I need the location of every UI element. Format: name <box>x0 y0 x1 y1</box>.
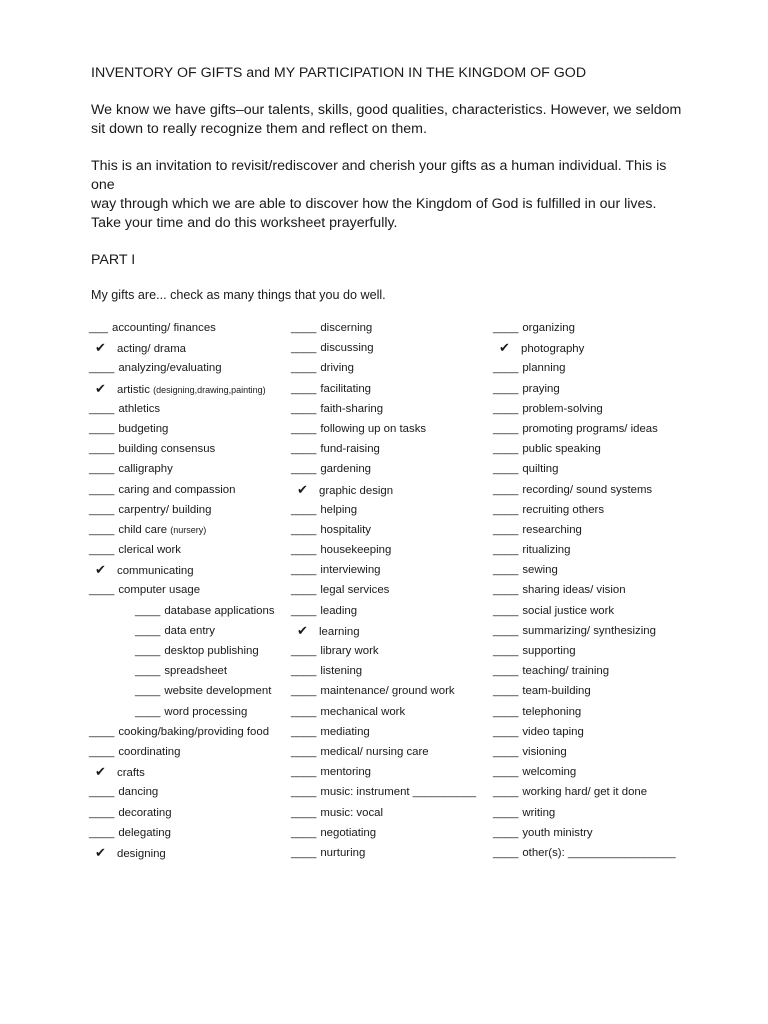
gift-note: (designing,drawing,painting) <box>153 384 266 395</box>
worksheet-title: INVENTORY OF GIFTS and MY PARTICIPATION IN THE KINGDOM OF GOD <box>91 65 587 81</box>
gift-label: dancing <box>118 786 159 799</box>
blank-line: ____ <box>89 826 115 839</box>
gift-label: graphic design <box>319 484 394 497</box>
blank-line: ____ <box>493 766 519 779</box>
blank-line: ____ <box>291 523 317 536</box>
blank-line: ____ <box>291 705 317 718</box>
checklist-item <box>291 601 491 621</box>
checklist-item <box>89 823 289 843</box>
gift-label: analyzing/evaluating <box>118 362 222 375</box>
checkmark-icon: ✔ <box>95 764 106 780</box>
gift-label: delegating <box>118 826 171 839</box>
gift-label: planning <box>522 362 566 375</box>
checklist-item <box>291 399 491 419</box>
checklist-subitem <box>89 702 289 722</box>
gift-label: music: instrument __________ <box>320 786 477 799</box>
checkmark-icon: ✔ <box>95 844 106 860</box>
gift-label: website development <box>164 685 272 698</box>
gift-label: problem-solving <box>522 402 603 415</box>
blank-line: ____ <box>291 544 317 557</box>
gift-label: driving <box>320 362 354 375</box>
checklist-item <box>493 681 713 701</box>
gift-label: hospitality <box>320 523 371 536</box>
blank-line: ____ <box>135 624 161 637</box>
blank-line: ____ <box>493 362 519 375</box>
checklist-item <box>493 459 713 479</box>
gift-label: video taping <box>522 725 584 738</box>
blank-line: ____ <box>291 422 317 435</box>
checklist-item <box>493 742 713 762</box>
intro-line-1: We know we have gifts–our talents, skills, good qualities, characteristics. However, we seldom <box>91 102 682 118</box>
checklist-item <box>493 419 713 439</box>
checkmark-icon: ✔ <box>499 340 510 356</box>
blank-line: ____ <box>493 624 519 637</box>
blank-line: ____ <box>493 523 519 536</box>
gift-label: nurturing <box>320 846 366 859</box>
checklist-subitem <box>89 601 289 621</box>
gift-label: public speaking <box>522 443 601 456</box>
gifts-column-2 <box>291 318 491 863</box>
gift-label: helping <box>320 503 358 516</box>
blank-line: ____ <box>135 705 161 718</box>
gift-label: computer usage <box>118 584 201 597</box>
checklist-item <box>493 782 713 802</box>
intro-line-2: sit down to really recognize them and reflect on them. <box>91 121 427 137</box>
checklist-item <box>291 762 491 782</box>
blank-line: ____ <box>291 725 317 738</box>
checklist-subitem <box>89 621 289 641</box>
gift-label: communicating <box>117 565 194 578</box>
gift-label: fund-raising <box>320 443 380 456</box>
blank-line: ____ <box>493 483 519 496</box>
checkmark-icon: ✔ <box>95 562 106 578</box>
gift-label: child care <box>118 523 168 536</box>
blank-line: ____ <box>89 806 115 819</box>
blank-line: ____ <box>135 645 161 657</box>
gift-label: database applications <box>164 604 275 617</box>
blank-line: ____ <box>291 342 317 355</box>
gift-label: decorating <box>118 806 172 819</box>
checklist-item <box>89 782 289 802</box>
blank-line: ____ <box>89 402 115 415</box>
checklist-item <box>89 480 289 500</box>
invitation-paragraph <box>91 157 691 214</box>
gift-label: summarizing/ synthesizing <box>522 624 656 637</box>
blank-line: ____ <box>291 463 317 476</box>
checklist-item <box>291 803 491 823</box>
checklist-item <box>493 399 713 419</box>
checklist-item <box>89 843 289 863</box>
blank-line: ____ <box>291 806 317 819</box>
invitation-line-2: way through which we are able to discover how the Kingdom of God is fulfilled in our lives. <box>91 196 657 212</box>
checklist-item <box>493 560 713 580</box>
checklist-item <box>291 419 491 439</box>
checklist-item <box>493 540 713 560</box>
checklist-item <box>291 358 491 378</box>
checklist-item <box>493 379 713 399</box>
checklist-item <box>291 661 491 681</box>
checkmark-icon: ✔ <box>95 380 106 396</box>
blank-line: ____ <box>493 786 519 799</box>
blank-line: ____ <box>89 745 115 758</box>
gift-label: learning <box>319 625 360 638</box>
blank-line: ____ <box>291 766 317 779</box>
blank-line: ____ <box>89 503 115 516</box>
gift-label: ritualizing <box>522 544 571 557</box>
checklist-item <box>89 439 289 459</box>
checklist-item <box>493 762 713 782</box>
checklist-item <box>291 480 491 500</box>
checklist-item <box>291 459 491 479</box>
gift-label: other(s): _________________ <box>522 846 676 859</box>
checklist-item <box>89 520 289 540</box>
gift-label: photography <box>521 343 585 356</box>
blank-line: ____ <box>493 382 519 395</box>
blank-line: ____ <box>89 584 115 597</box>
gift-label: spreadsheet <box>164 665 228 678</box>
checklist-item <box>89 500 289 520</box>
gift-label: faith-sharing <box>320 402 384 415</box>
gift-label: accounting/ finances <box>112 322 216 334</box>
checklist-item <box>493 358 713 378</box>
gift-label: caring and compassion <box>118 483 236 496</box>
blank-line: ____ <box>493 503 519 516</box>
gift-label: teaching/ training <box>522 665 610 678</box>
blank-line: ____ <box>89 544 115 557</box>
blank-line: ____ <box>493 402 519 415</box>
gift-label: calligraphy <box>118 463 173 476</box>
gift-label: cooking/baking/providing food <box>118 725 270 738</box>
gift-label: crafts <box>117 767 145 780</box>
blank-line: ____ <box>493 544 519 557</box>
gift-label: organizing <box>522 322 575 334</box>
checklist-item <box>493 580 713 600</box>
blank-line: ____ <box>291 322 317 334</box>
checklist-item <box>291 843 491 863</box>
gift-label: data entry <box>164 624 216 637</box>
gift-label: facilitating <box>320 382 371 395</box>
blank-line: ____ <box>493 443 519 456</box>
checklist-item <box>493 601 713 621</box>
checklist-item <box>291 500 491 520</box>
gift-label: recording/ sound systems <box>522 483 653 496</box>
blank-line: ____ <box>291 564 317 577</box>
blank-line: ____ <box>135 665 161 678</box>
checklist-item <box>493 823 713 843</box>
checklist-item <box>89 459 289 479</box>
checklist-item <box>493 520 713 540</box>
gift-label: welcoming <box>522 766 577 779</box>
blank-line: ____ <box>493 463 519 476</box>
blank-line: ____ <box>493 705 519 718</box>
blank-line: ____ <box>291 503 317 516</box>
checklist-item <box>291 318 491 338</box>
gift-label: desktop publishing <box>164 645 259 657</box>
blank-line: ____ <box>493 846 519 859</box>
blank-line: ____ <box>291 443 317 456</box>
blank-line: ____ <box>89 422 115 435</box>
gift-label: sharing ideas/ vision <box>522 584 626 597</box>
gift-label: designing <box>117 847 166 860</box>
blank-line: ____ <box>291 786 317 799</box>
checklist-item <box>493 661 713 681</box>
checkmark-icon: ✔ <box>95 340 106 356</box>
invitation-line-1: This is an invitation to revisit/rediscover and cherish your gifts as a human individual. This is one <box>91 158 667 193</box>
gift-label: supporting <box>522 645 576 657</box>
gift-label: leading <box>320 604 358 617</box>
checklist-item <box>89 379 289 399</box>
gift-label: following up on tasks <box>320 422 427 435</box>
checklist-item <box>89 580 289 600</box>
gift-label: social justice work <box>522 604 615 617</box>
gift-label: writing <box>522 806 556 819</box>
blank-line: ____ <box>493 422 519 435</box>
blank-line: ____ <box>291 826 317 839</box>
checklist-item <box>89 318 289 338</box>
blank-line: ____ <box>89 523 115 536</box>
gift-label: acting/ drama <box>117 343 187 356</box>
checklist-item <box>89 560 289 580</box>
gift-label: budgeting <box>118 422 169 435</box>
blank-line: ____ <box>291 665 317 678</box>
gift-label: discerning <box>320 322 373 334</box>
blank-line: ____ <box>493 665 519 678</box>
gift-label: building consensus <box>118 443 216 456</box>
checklist-item <box>291 702 491 722</box>
checklist-item <box>291 823 491 843</box>
gift-label: promoting programs/ ideas <box>522 422 658 435</box>
blank-line: ____ <box>493 725 519 738</box>
gifts-column-1 <box>89 318 289 863</box>
gift-label: music: vocal <box>320 806 384 819</box>
checklist-item <box>291 338 491 358</box>
checklist-item <box>89 399 289 419</box>
blank-line: ____ <box>291 685 317 698</box>
checklist-item <box>493 500 713 520</box>
gift-label: researching <box>522 523 582 536</box>
checklist-item <box>291 681 491 701</box>
gift-label: visioning <box>522 745 567 758</box>
checklist-item <box>291 560 491 580</box>
blank-line: ____ <box>493 604 519 617</box>
gift-label: housekeeping <box>320 544 392 557</box>
gift-note: (nursery) <box>170 524 207 535</box>
gift-label: athletics <box>118 402 161 415</box>
blank-line: ____ <box>89 786 115 799</box>
checklist-item <box>493 641 713 661</box>
intro-paragraph <box>91 101 691 139</box>
gift-label: word processing <box>164 705 248 718</box>
blank-line: ____ <box>291 362 317 375</box>
blank-line: ____ <box>493 745 519 758</box>
checklist-item <box>291 379 491 399</box>
blank-line: ____ <box>493 322 519 334</box>
gift-label: quilting <box>522 463 559 476</box>
checklist-item <box>89 742 289 762</box>
blank-line: ____ <box>291 645 317 657</box>
checklist-item <box>291 722 491 742</box>
checklist-item <box>89 358 289 378</box>
guidance-paragraph: Take your time and do this worksheet prayerfully. <box>91 215 398 231</box>
checklist-item <box>493 803 713 823</box>
gift-label: interviewing <box>320 564 381 577</box>
instruction-text: My gifts are... check as many things that you do well. <box>91 288 386 302</box>
gift-label: library work <box>320 645 379 657</box>
checklist-item <box>291 520 491 540</box>
gift-label: carpentry/ building <box>118 503 212 516</box>
blank-line: ____ <box>291 846 317 859</box>
gifts-column-3 <box>493 318 713 863</box>
gift-label: mechanical work <box>320 705 406 718</box>
checklist-item <box>493 338 713 358</box>
blank-line: ____ <box>291 382 317 395</box>
blank-line: ____ <box>291 402 317 415</box>
checklist-item <box>291 439 491 459</box>
checklist-item <box>89 540 289 560</box>
gift-label: praying <box>522 382 560 395</box>
blank-line: ____ <box>89 443 115 456</box>
checklist-subitem <box>89 661 289 681</box>
gift-label: negotiating <box>320 826 377 839</box>
checklist-item <box>493 318 713 338</box>
blank-line: ____ <box>135 685 161 698</box>
gift-label: mentoring <box>320 766 371 779</box>
blank-line: ____ <box>291 584 317 597</box>
blank-line: ____ <box>89 725 115 738</box>
gift-label: sewing <box>522 564 558 577</box>
checklist-subitem <box>89 641 289 661</box>
blank-line: ____ <box>291 745 317 758</box>
checklist-item <box>291 540 491 560</box>
blank-line: ____ <box>493 564 519 577</box>
blank-line: ____ <box>493 645 519 657</box>
gift-label: team-building <box>522 685 591 698</box>
checklist-item <box>493 480 713 500</box>
checklist-item <box>89 762 289 782</box>
gift-label: working hard/ get it done <box>522 786 648 799</box>
checklist-item <box>89 338 289 358</box>
checklist-item <box>493 439 713 459</box>
blank-line: ____ <box>89 362 115 375</box>
checklist-item <box>291 742 491 762</box>
checklist-item <box>291 621 491 641</box>
gift-label: listening <box>320 665 363 678</box>
part-heading: PART I <box>91 252 136 268</box>
gift-label: coordinating <box>118 745 181 758</box>
gift-label: telephoning <box>522 705 582 718</box>
blank-line: ____ <box>89 483 115 496</box>
gift-label: medical/ nursing care <box>320 745 429 758</box>
blank-line: ____ <box>135 604 161 617</box>
checkmark-icon: ✔ <box>297 481 308 497</box>
blank-line: ____ <box>493 806 519 819</box>
blank-line: ___ <box>89 322 109 334</box>
checkmark-icon: ✔ <box>297 622 308 638</box>
checklist-item <box>89 419 289 439</box>
gift-label: maintenance/ ground work <box>320 685 455 698</box>
checklist-subitem <box>89 681 289 701</box>
blank-line: ____ <box>291 604 317 617</box>
blank-line: ____ <box>493 685 519 698</box>
checklist-item <box>493 722 713 742</box>
checklist-item <box>89 722 289 742</box>
checklist-item <box>493 843 713 863</box>
gift-label: recruiting others <box>522 503 605 516</box>
checklist-item <box>89 803 289 823</box>
checklist-item <box>493 621 713 641</box>
gift-label: legal services <box>320 584 390 597</box>
gift-label: youth ministry <box>522 826 593 839</box>
blank-line: ____ <box>493 826 519 839</box>
blank-line: ____ <box>89 463 115 476</box>
checklist-item <box>493 702 713 722</box>
checklist-item <box>291 580 491 600</box>
gift-label: mediating <box>320 725 370 738</box>
gift-label: artistic <box>117 383 150 396</box>
checklist-item <box>291 782 491 802</box>
gift-label: clerical work <box>118 544 182 557</box>
blank-line: ____ <box>493 584 519 597</box>
gift-label: gardening <box>320 463 372 476</box>
checklist-item <box>291 641 491 661</box>
gift-label: discussing <box>320 342 374 355</box>
